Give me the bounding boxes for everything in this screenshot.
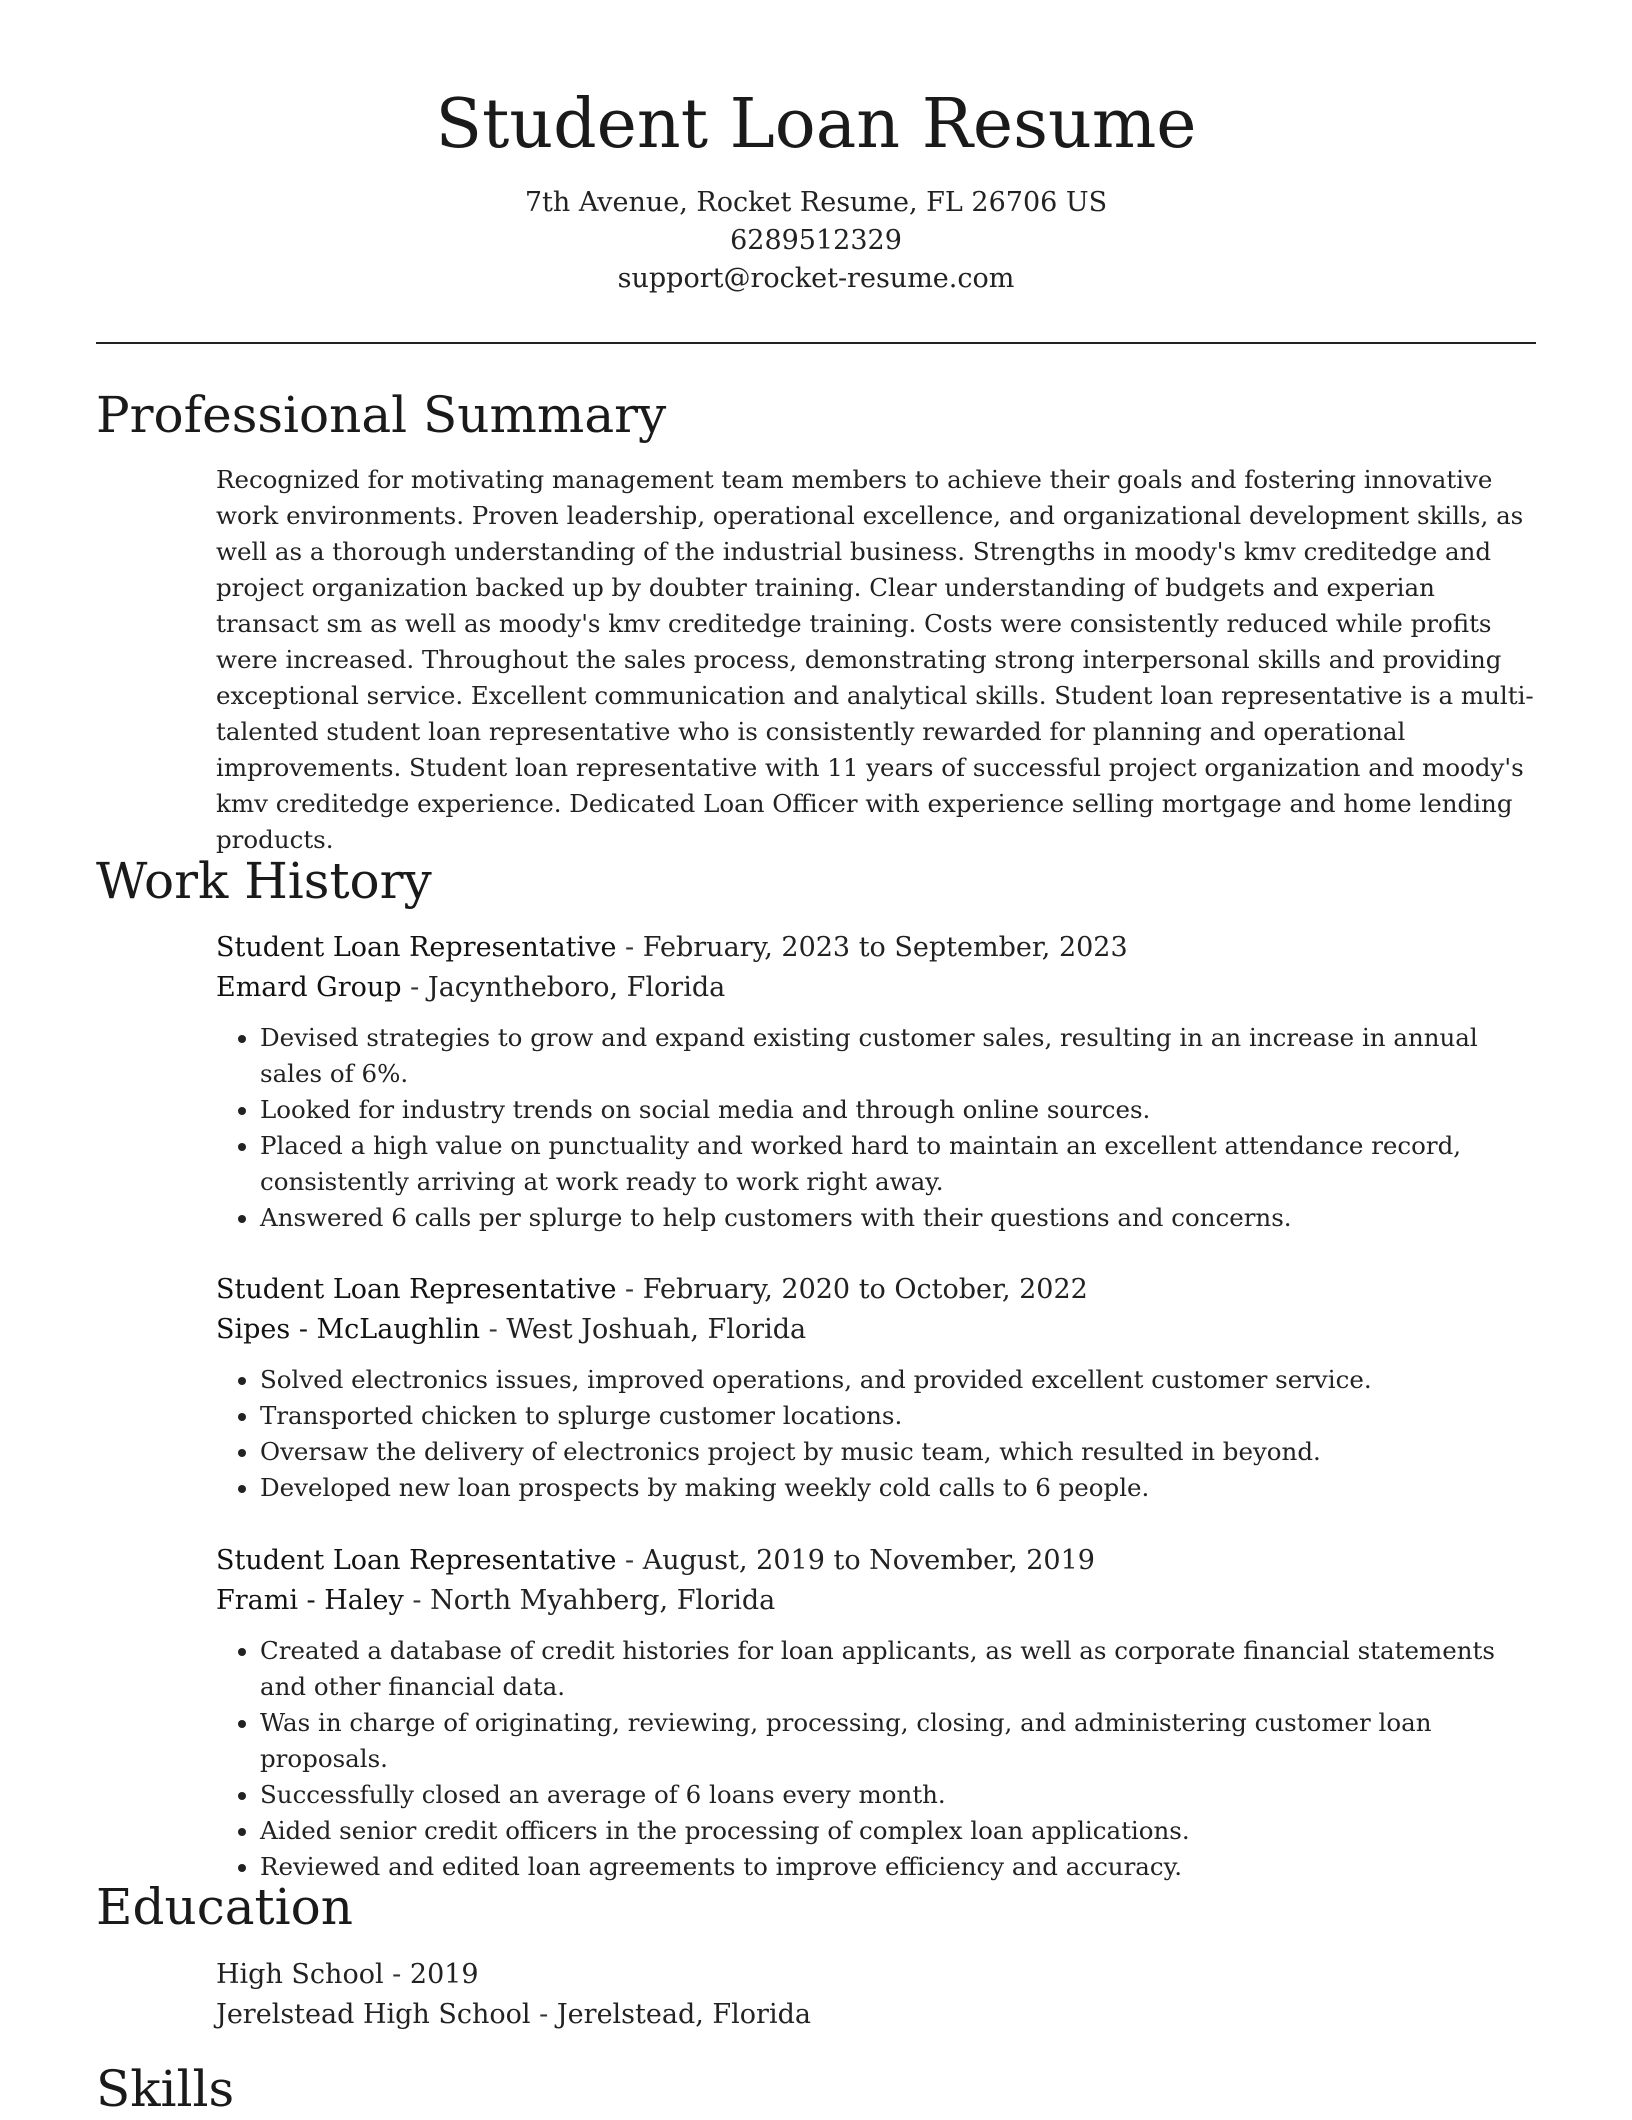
- job-bullets: [216, 1020, 1536, 1236]
- job-title-line: [216, 1541, 1536, 1581]
- job-company-line: [216, 968, 1536, 1008]
- education-entry: [216, 1955, 811, 2035]
- education-degree-line: [216, 1955, 811, 1995]
- job-bullet: • Answered 6 calls per splurge to help customers with their questions and concerns.: [260, 1200, 1536, 1236]
- job-bullet: • Reviewed and edited loan agreements to improve efficiency and accuracy.: [260, 1849, 1536, 1885]
- job-entry: [216, 928, 1536, 1236]
- job-title-line: [216, 1270, 1536, 1310]
- job-entry: [216, 1541, 1536, 1885]
- job-company: Emard Group: [216, 972, 402, 1003]
- job-title: Student Loan Representative: [216, 932, 617, 963]
- contact-phone: 6289512329: [730, 225, 902, 256]
- job-title-line: [216, 928, 1536, 968]
- contact-block: [0, 184, 1632, 298]
- job-dates: February, 2023 to September, 2023: [642, 932, 1128, 963]
- job-entry: [216, 1270, 1536, 1506]
- work-history-heading: Work History: [96, 852, 432, 910]
- professional-summary-text: Recognized for motivating management team members to achieve their goals and fostering innovative work environments. Proven leadership, operational excellence, and organizational development skills, as well as a thorough understanding of the industrial business. Strengths in moody's kmv creditedge and project organization backed up by doubter training. Clear understanding of budgets and experian transact sm as well as moody's kmv creditedge training. Costs were consistently reduced while profits were increased. Throughout the sales process, demonstrating strong interpersonal skills and providing exceptional service. Excellent communication and analytical skills. Student loan representative is a multi-talented student loan representative who is consistently rewarded for planning and operational improvements. Student loan representative with 11 years of successful project organization and moody's kmv creditedge experience. Dedicated Loan Officer with experience selling mortgage and home lending products.: [216, 465, 1534, 854]
- separator: -: [616, 1274, 643, 1305]
- job-bullet: • Developed new loan prospects by making weekly cold calls to 6 people.: [260, 1470, 1536, 1506]
- job-bullet: • Solved electronics issues, improved operations, and provided excellent customer service.: [260, 1362, 1536, 1398]
- skills-heading: Skills: [96, 2060, 235, 2118]
- job-company-line: [216, 1581, 1536, 1621]
- contact-address: 7th Avenue, Rocket Resume, FL 26706 US: [524, 187, 1108, 218]
- job-title: Student Loan Representative: [216, 1274, 617, 1305]
- job-bullet: • Looked for industry trends on social media and through online sources.: [260, 1092, 1536, 1128]
- separator: -: [616, 932, 643, 963]
- job-location: West Joshuah, Florida: [506, 1314, 807, 1345]
- job-location: Jacyntheboro, Florida: [427, 972, 726, 1003]
- job-location: North Myahberg, Florida: [430, 1585, 776, 1616]
- job-bullet: • Was in charge of originating, reviewing, processing, closing, and administering customer loan proposals.: [260, 1705, 1536, 1777]
- separator: -: [616, 1545, 643, 1576]
- separator: -: [383, 1959, 410, 1990]
- job-dates: February, 2020 to October, 2022: [642, 1274, 1088, 1305]
- job-bullet: • Devised strategies to grow and expand existing customer sales, resulting in an increase in annual sales of 6%.: [260, 1020, 1536, 1092]
- separator: -: [480, 1314, 507, 1345]
- education-location: Jerelstead, Florida: [556, 1999, 811, 2030]
- resume-title: Student Loan Resume: [435, 85, 1197, 164]
- header-divider: [96, 342, 1536, 344]
- job-title: Student Loan Representative: [216, 1545, 617, 1576]
- job-bullet: • Oversaw the delivery of electronics project by music team, which resulted in beyond.: [260, 1434, 1536, 1470]
- separator: -: [530, 1999, 557, 2030]
- job-bullet: • Aided senior credit officers in the processing of complex loan applications.: [260, 1813, 1536, 1849]
- education-school: Jerelstead High School: [216, 1999, 531, 2030]
- job-bullet: • Placed a high value on punctuality and worked hard to maintain an excellent attendance record, consistently arriving at work ready to work right away.: [260, 1128, 1536, 1200]
- job-dates: August, 2019 to November, 2019: [642, 1545, 1095, 1576]
- professional-summary-heading: Professional Summary: [96, 386, 667, 444]
- education-degree: High School: [216, 1959, 384, 1990]
- education-year: 2019: [409, 1959, 479, 1990]
- job-company: Frami - Haley: [216, 1585, 404, 1616]
- job-bullets: [216, 1362, 1536, 1506]
- contact-email: support@rocket-resume.com: [617, 263, 1015, 294]
- job-bullets: [216, 1633, 1536, 1885]
- separator: -: [403, 1585, 431, 1616]
- education-heading: Education: [96, 1878, 353, 1936]
- education-school-line: [216, 1995, 811, 2035]
- resume-header: [0, 80, 1632, 298]
- separator: -: [401, 972, 428, 1003]
- job-bullet: • Successfully closed an average of 6 loans every month.: [260, 1777, 1536, 1813]
- job-bullet: • Transported chicken to splurge customer locations.: [260, 1398, 1536, 1434]
- job-company-line: [216, 1310, 1536, 1350]
- job-company: Sipes - McLaughlin: [216, 1314, 481, 1345]
- job-bullet: • Created a database of credit histories for loan applicants, as well as corporate financial statements and other financial data.: [260, 1633, 1536, 1705]
